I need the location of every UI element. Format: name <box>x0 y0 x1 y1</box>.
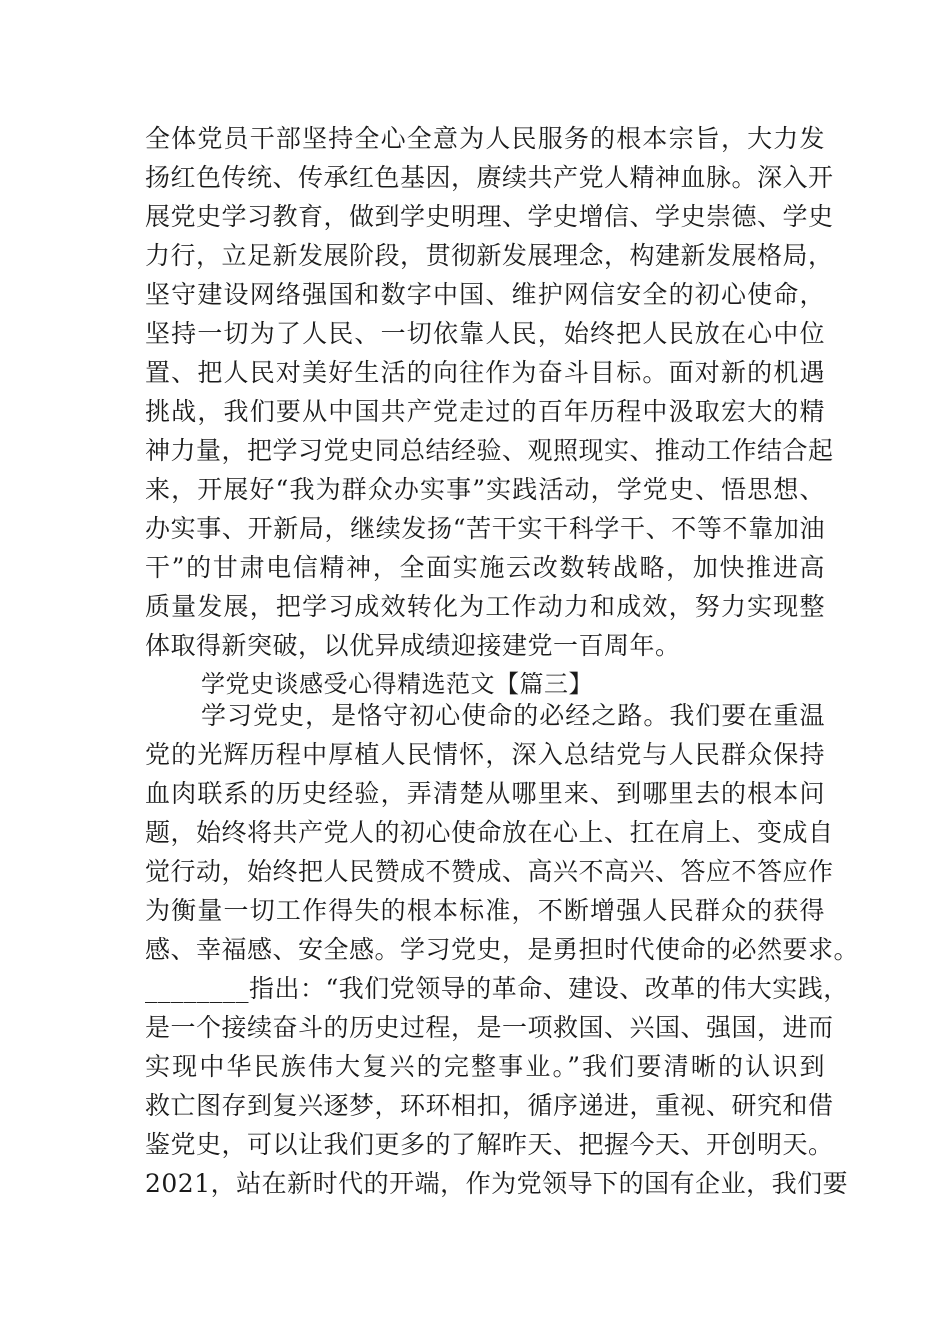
text-line: 血肉联系的历史经验，弄清楚从哪里来、到哪里去的根本问 <box>145 779 825 808</box>
text-line: 2021，站在新时代的开端，作为党领导下的国有企业，我们要 <box>145 1169 849 1198</box>
text-line: 神力量，把学习党史同总结经验、观照现实、推动工作结合起 <box>145 436 834 465</box>
text-line: 坚持一切为了人民、一切依靠人民，始终把人民放在心中位 <box>145 319 825 348</box>
text-line: 感、幸福感、安全感。学习党史，是勇担时代使命的必然要求。 <box>145 935 860 964</box>
text-line: 救亡图存到复兴逐梦，环环相扣，循序递进，重视、研究和借 <box>145 1091 834 1120</box>
paragraph-1 <box>145 119 834 665</box>
text-line: 全体党员干部坚持全心全意为人民服务的根本宗旨，大力发 <box>145 124 825 153</box>
text-line: 体取得新突破，以优异成绩迎接建党一百周年。 <box>145 631 681 660</box>
text-line: 学习党史，是恪守初心使命的必经之路。我们要在重温 <box>201 701 825 730</box>
text-line: 置、把人民对美好生活的向往作为奋斗目标。面对新的机遇 <box>145 358 825 387</box>
text-line: 题，始终将共产党人的初心使命放在心上、扛在肩上、变成自 <box>145 818 834 847</box>
text-line: 办实事、开新局，继续发扬“苦干实干科学干、不等不靠加油 <box>145 514 825 543</box>
text-line: 为衡量一切工作得失的根本标准，不断增强人民群众的获得 <box>145 896 825 925</box>
section-heading: 学党史谈感受心得精选范文【篇三】 <box>201 670 593 698</box>
text-line: 扬红色传统、传承红色基因，赓续共产党人精神血脉。深入开 <box>145 163 834 192</box>
text-line: 实现中华民族伟大复兴的完整事业。”我们要清晰的认识到 <box>145 1052 825 1081</box>
text-line: 力行，立足新发展阶段，贯彻新发展理念，构建新发展格局， <box>145 241 834 270</box>
text-line: 来，开展好“我为群众办实事”实践活动，学党史、悟思想、 <box>145 475 825 504</box>
paragraph-2 <box>145 696 860 1203</box>
text-line: 是一个接续奋斗的历史过程，是一项救国、兴国、强国，进而 <box>145 1013 834 1042</box>
text-line: 觉行动，始终把人民赞成不赞成、高兴不高兴、答应不答应作 <box>145 857 834 886</box>
text-line: 党的光辉历程中厚植人民情怀，深入总结党与人民群众保持 <box>145 740 825 769</box>
text-line: 展党史学习教育，做到学史明理、学史增信、学史崇德、学史 <box>145 202 834 231</box>
text-line: ________指出：“我们党领导的革命、建设、改革的伟大实践， <box>145 974 849 1003</box>
text-line: 挑战，我们要从中国共产党走过的百年历程中汲取宏大的精 <box>145 397 825 426</box>
text-line: 坚守建设网络强国和数字中国、维护网信安全的初心使命， <box>145 280 825 309</box>
text-line: 鉴党史，可以让我们更多的了解昨天、把握今天、开创明天。 <box>145 1130 834 1159</box>
text-line: 干”的甘肃电信精神，全面实施云改数转战略，加快推进高 <box>145 553 825 582</box>
text-line: 质量发展，把学习成效转化为工作动力和成效，努力实现整 <box>145 592 825 621</box>
